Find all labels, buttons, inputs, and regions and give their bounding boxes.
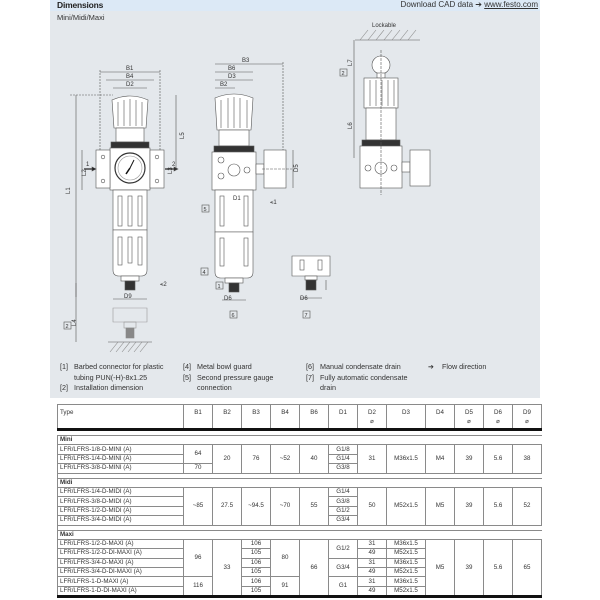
size-variants-label: Mini/Midi/Maxi <box>57 13 105 22</box>
col-d3: D3 <box>387 405 426 430</box>
col-d6: D6 ⌀ <box>484 405 513 430</box>
type-cell: LFR/LFRS-3/4-D-DI-MAXI (A) <box>58 568 184 577</box>
dim-b2: B2 <box>220 82 228 88</box>
value-cell: 33 <box>213 539 242 596</box>
col-d9: D9 ⌀ <box>513 405 542 430</box>
callout-2: 2 <box>65 324 69 330</box>
value-cell: ~70 <box>271 487 300 525</box>
technical-drawing <box>50 20 540 360</box>
callout-2-lock: 2 <box>341 71 345 77</box>
table-row <box>58 445 542 454</box>
type-cell: LFR/LFRS-1/4-D-MIDI (A) <box>58 487 184 496</box>
table-row <box>58 539 542 548</box>
value-cell: 49 <box>358 568 387 577</box>
value-cell: 66 <box>300 539 329 596</box>
value-cell: 55 <box>300 487 329 525</box>
legend-text: Metal bowl guard <box>197 362 252 371</box>
col-d1: D1 <box>329 405 358 430</box>
legend-number: [2] <box>60 383 68 392</box>
diameter-icon: ⌀ <box>370 418 374 425</box>
value-cell: ~52 <box>271 445 300 473</box>
value-cell: 40 <box>300 445 329 473</box>
dim-sw2: ⪪2 <box>160 282 167 288</box>
value-cell: 49 <box>358 586 387 596</box>
diameter-icon: ⌀ <box>467 418 471 425</box>
port-1: 1 <box>86 162 90 168</box>
legend-text: Manual condensate drain <box>320 362 401 371</box>
legend-col-4 <box>428 362 528 373</box>
type-cell: LFR/LFRS-1-D-DI-MAXI (A) <box>58 586 184 596</box>
value-cell: M52x1.5 <box>387 487 426 525</box>
legend-text: Barbed connector for plastic tubing PUN(-H)-8x1.25 <box>74 362 164 382</box>
legend-col-1 <box>60 362 190 394</box>
value-cell: 65 <box>513 539 542 596</box>
type-cell: LFR/LFRS-1/2-D-MIDI (A) <box>58 506 184 515</box>
value-cell: 105 <box>242 586 271 596</box>
dim-l2: L2 <box>82 169 88 176</box>
dim-d6: D6 <box>224 296 232 302</box>
side-view <box>212 62 293 300</box>
legend-text: Second pressure gauge connection <box>197 372 274 392</box>
table-separator <box>58 597 542 599</box>
value-cell: M52x1.5 <box>387 549 426 558</box>
value-cell: 27.5 <box>213 487 242 525</box>
value-cell: G3/4 <box>329 558 358 577</box>
value-cell: 5.6 <box>484 487 513 525</box>
dim-d5: D5 <box>294 164 300 172</box>
value-cell: M52x1.5 <box>387 568 426 577</box>
legend-item <box>183 373 303 394</box>
value-cell: Midi <box>58 478 542 487</box>
legend-text: Flow direction <box>442 362 487 371</box>
dim-l7: L7 <box>348 59 354 66</box>
type-cell: LFR/LFRS-1/2-D-DI-MAXI (A) <box>58 549 184 558</box>
value-cell: 39 <box>455 539 484 596</box>
legend-item <box>306 362 426 373</box>
value-cell: M36x1.5 <box>387 558 426 567</box>
value-cell: G1/8 <box>329 445 358 454</box>
value-cell: 96 <box>184 539 213 577</box>
value-cell: M52x1.5 <box>387 586 426 596</box>
col-d5: D5 ⌀ <box>455 405 484 430</box>
value-cell: 91 <box>271 577 300 597</box>
col-b3: B3 <box>242 405 271 430</box>
value-cell: 105 <box>242 549 271 558</box>
callout-1: 1 <box>217 284 221 290</box>
dim-l1: L1 <box>66 187 72 194</box>
value-cell: G1/2 <box>329 539 358 558</box>
col-d2: D2 ⌀ <box>358 405 387 430</box>
value-cell: M5 <box>426 539 455 596</box>
value-cell: M5 <box>426 487 455 525</box>
col-d4: D4 <box>426 405 455 430</box>
type-cell: LFR/LFRS-1/2-D-MAXI (A) <box>58 539 184 548</box>
type-cell: LFR/LFRS-3/4-D-MIDI (A) <box>58 516 184 525</box>
legend-number: [1] <box>60 362 68 371</box>
festo-link[interactable]: www.festo.com <box>484 0 538 9</box>
value-cell: 31 <box>358 558 387 567</box>
group-midi <box>58 478 542 487</box>
value-cell: 106 <box>242 539 271 548</box>
legend-number: [4] <box>183 362 191 371</box>
value-cell: 39 <box>455 445 484 473</box>
value-cell: G1/2 <box>329 506 358 515</box>
value-cell: 106 <box>242 558 271 567</box>
value-cell: 31 <box>358 539 387 548</box>
cad-download <box>401 0 538 9</box>
value-cell: 105 <box>242 568 271 577</box>
callout-7: 7 <box>304 313 308 319</box>
dim-l6: L6 <box>348 122 354 129</box>
arrow-right-icon: ➔ <box>428 362 435 371</box>
dim-b1: B1 <box>126 66 134 72</box>
callout-6: 6 <box>231 313 235 319</box>
dim-d3: D3 <box>228 74 236 80</box>
legend-text: Installation dimension <box>74 383 144 392</box>
dim-b6: B6 <box>228 66 236 72</box>
value-cell: 70 <box>184 464 213 473</box>
diameter-icon: ⌀ <box>496 418 500 425</box>
value-cell: G1/4 <box>329 487 358 496</box>
dim-d9: D9 <box>124 294 132 300</box>
value-cell: 5.6 <box>484 445 513 473</box>
col-b4: B4 <box>271 405 300 430</box>
dim-l3: L3 <box>168 167 174 174</box>
type-cell: LFR/LFRS-1-D-MAXI (A) <box>58 577 184 586</box>
value-cell: 31 <box>358 577 387 586</box>
value-cell: 76 <box>242 445 271 473</box>
col-b2: B2 <box>213 405 242 430</box>
value-cell: 64 <box>184 445 213 464</box>
dim-sw1: ⪪1 <box>270 200 277 206</box>
legend-col-3 <box>306 362 426 394</box>
value-cell: 38 <box>513 445 542 473</box>
value-cell: Mini <box>58 436 542 445</box>
legend-item <box>306 373 426 394</box>
dim-d2: D2 <box>126 82 134 88</box>
value-cell: 80 <box>271 539 300 577</box>
value-cell <box>58 597 542 599</box>
value-cell: G3/8 <box>329 497 358 506</box>
type-cell: LFR/LFRS-1/4-D-MINI (A) <box>58 454 184 463</box>
value-cell: M36x1.5 <box>387 539 426 548</box>
col-type: Type <box>58 405 184 430</box>
dim-b3: B3 <box>242 58 250 64</box>
cad-label: Download CAD data <box>400 0 474 9</box>
legend-col-2 <box>183 362 303 394</box>
dimensions-table <box>57 404 542 598</box>
legend-text: Fully automatic condensate drain <box>320 372 408 392</box>
diameter-icon: ⌀ <box>525 418 529 425</box>
lockable-label: Lockable <box>372 23 397 29</box>
callout-4: 4 <box>202 270 206 276</box>
dim-d1: D1 <box>233 196 241 202</box>
value-cell: G1 <box>329 577 358 597</box>
front-view <box>70 70 178 352</box>
table-row <box>58 487 542 496</box>
auto-drain-view <box>292 256 330 298</box>
value-cell: ~94.5 <box>242 487 271 525</box>
value-cell: 5.6 <box>484 539 513 596</box>
value-cell: G3/4 <box>329 516 358 525</box>
callout-5: 5 <box>203 207 207 213</box>
page-title: Dimensions <box>57 0 104 10</box>
legend-number: [6] <box>306 362 314 371</box>
value-cell: 50 <box>358 487 387 525</box>
lockable-view <box>354 30 430 195</box>
value-cell: 52 <box>513 487 542 525</box>
value-cell: ~85 <box>184 487 213 525</box>
col-b1: B1 <box>184 405 213 430</box>
table-header-row <box>58 405 542 430</box>
legend-item <box>60 383 190 394</box>
dim-b4: B4 <box>126 74 134 80</box>
value-cell: G1/4 <box>329 454 358 463</box>
value-cell: 116 <box>184 577 213 597</box>
value-cell: 31 <box>358 445 387 473</box>
legend-item <box>60 362 190 383</box>
value-cell: 106 <box>242 577 271 586</box>
legend-item <box>183 362 303 373</box>
value-cell: 49 <box>358 549 387 558</box>
value-cell: M36x1.5 <box>387 445 426 473</box>
value-cell: G3/8 <box>329 464 358 473</box>
legend-item <box>428 362 528 373</box>
group-maxi <box>58 530 542 539</box>
value-cell: 39 <box>455 487 484 525</box>
port-2: 2 <box>172 162 176 168</box>
value-cell: Maxi <box>58 530 542 539</box>
dim-l4: L4 <box>72 319 78 326</box>
type-cell: LFR/LFRS-3/8-D-MIDI (A) <box>58 497 184 506</box>
legend-number: [5] <box>183 372 191 382</box>
arrow-right-icon: ➔ <box>475 0 482 9</box>
type-cell: LFR/LFRS-3/4-D-MAXI (A) <box>58 558 184 567</box>
dim-d6-auto: D6 <box>300 296 308 302</box>
type-cell: LFR/LFRS-1/8-D-MINI (A) <box>58 445 184 454</box>
group-mini <box>58 436 542 445</box>
value-cell: M36x1.5 <box>387 577 426 586</box>
dim-l5: L5 <box>180 132 186 139</box>
col-b6: B6 <box>300 405 329 430</box>
legend-number: [7] <box>306 372 314 382</box>
type-cell: LFR/LFRS-3/8-D-MINI (A) <box>58 464 184 473</box>
value-cell: 20 <box>213 445 242 473</box>
value-cell: M4 <box>426 445 455 473</box>
